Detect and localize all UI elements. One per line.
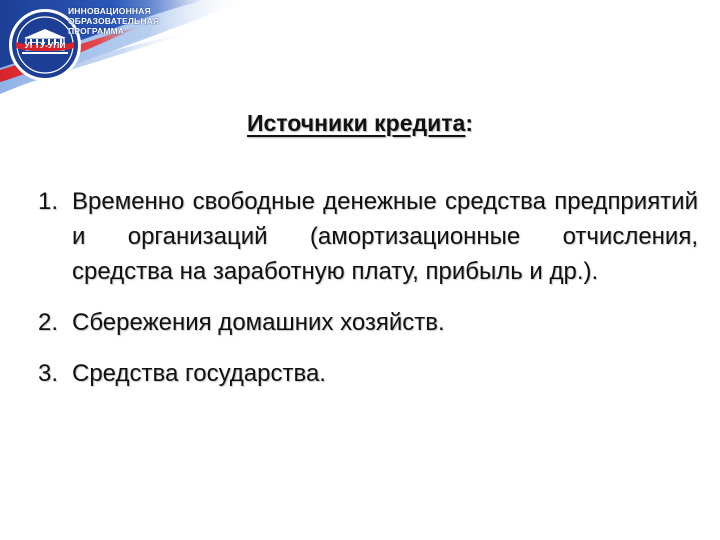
- emblem-text: УГТУ-УПИ: [24, 40, 66, 50]
- slide-title-text: Источники кредита: [246, 110, 466, 136]
- program-line-2: ОБРАЗОВАТЕЛЬНАЯ: [68, 16, 160, 26]
- program-line-3: ПРОГРАММА: [68, 26, 125, 36]
- list-item-text: Средства государства.: [72, 360, 326, 387]
- list-item-number: 3.: [38, 360, 59, 387]
- list-item-text: Временно свободные денежные средства предприятий и организаций (амортизационные отчисления, средства на заработную плату, прибыль и др.).: [72, 188, 698, 285]
- sources-list: [38, 184, 698, 391]
- list-item-number: 2.: [38, 309, 59, 336]
- list-item: [38, 184, 698, 289]
- slide-title-suffix: :: [465, 110, 473, 136]
- slide-title: [0, 110, 720, 137]
- program-line-1: ИННОВАЦИОННАЯ: [68, 6, 151, 16]
- list-item: [38, 356, 698, 391]
- program-caption: [68, 6, 168, 36]
- list-item-number: 1.: [38, 188, 59, 215]
- list-item-text: Сбережения домашних хозяйств.: [72, 309, 445, 336]
- list-item: [38, 305, 698, 340]
